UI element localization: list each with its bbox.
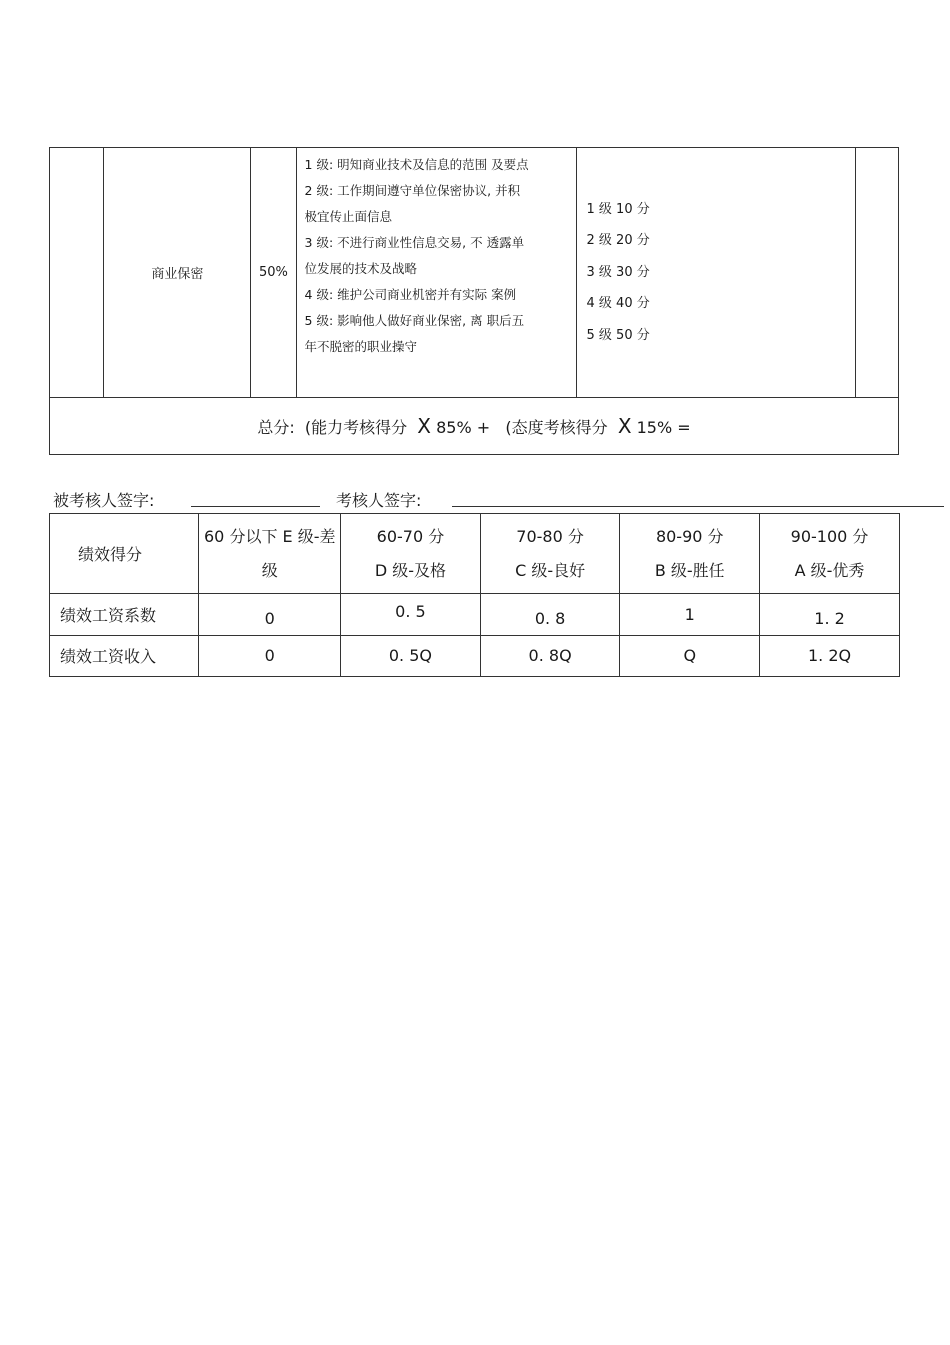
total-score-formula [50,398,899,455]
income-label: 绩效工资收入 [50,635,199,676]
desc-line: 1 级: 明知商业技术及信息的范围 及要点 [304,157,529,172]
coefficient-value: 1 [620,594,760,635]
grade-range: 70-80 分 [516,526,584,546]
assessee-signature-label: 被考核人签字: [53,491,155,510]
total-part-2: 85% + (态度考核得分 [431,418,618,437]
coefficient-row [50,594,900,635]
coefficient-value: 0. 5 [341,594,481,635]
performance-grade-table [49,513,900,677]
grade-level: B 级-胜任 [654,560,725,580]
grade-level: D 级-及格 [374,560,447,580]
score-line: 1 级 10 分 [586,201,650,217]
grade-range: 90-100 分 [790,526,869,546]
grade-level: C 级-良好 [515,560,586,580]
income-row [50,635,900,676]
desc-line: 4 级: 维护公司商业机密并有实际 案例 [304,287,517,302]
desc-line: 2 级: 工作期间遵守单位保密协议, 并积 [304,183,521,198]
coefficient-value: 1. 2 [760,594,900,635]
total-part-3: 15% = [631,418,691,437]
grade-e [199,514,341,594]
eval-row-confidentiality [50,148,899,398]
assessee-signature-line[interactable] [191,506,320,507]
evaluation-table [49,147,899,455]
eval-weight: 50% [251,148,296,398]
grade-header-row [50,514,900,594]
income-value: 1. 2Q [760,635,900,676]
eval-level-scores [576,148,855,398]
performance-score-label: 绩效得分 [50,514,199,594]
income-value: 0 [199,635,341,676]
income-value: Q [620,635,760,676]
grade-c [480,514,620,594]
eval-empty-cell-right [855,148,898,398]
assessor-signature-label: 考核人签字: [336,491,422,510]
grade-range: 60-70 分 [376,526,445,546]
multiply-mark: X [617,414,632,438]
desc-line: 极宜传止面信息 [304,209,393,224]
grade-range: 80-90 分 [655,526,724,546]
total-part-1: 总分: (能力考核得分 [257,418,418,437]
score-line: 3 级 30 分 [586,264,650,280]
score-line: 5 级 50 分 [586,327,650,343]
desc-line: 位发展的技术及战略 [304,261,418,276]
coefficient-value: 0. 8 [480,594,620,635]
desc-line: 年不脱密的职业操守 [304,339,418,354]
grade-level: A 级-优秀 [794,560,865,580]
eval-level-descriptions [296,148,576,398]
grade-level: 级 [261,560,278,580]
eval-empty-cell-left [50,148,104,398]
income-value: 0. 8Q [480,635,620,676]
grade-a [760,514,900,594]
income-value: 0. 5Q [341,635,481,676]
score-line: 2 级 20 分 [586,233,650,249]
grade-range: 60 分以下 E 级-差 [204,526,336,546]
desc-line: 5 级: 影响他人做好商业保密, 离 职后五 [304,313,525,328]
eval-total-row [50,398,899,455]
grade-b [620,514,760,594]
desc-line: 3 级: 不进行商业性信息交易, 不 透露单 [304,235,525,250]
multiply-mark: X [417,414,431,438]
assessor-signature-line[interactable] [452,506,944,507]
coefficient-label: 绩效工资系数 [50,594,199,635]
grade-d [341,514,481,594]
score-line: 4 级 40 分 [586,296,650,312]
eval-item-name: 商业保密 [104,148,251,398]
coefficient-value: 0 [199,594,341,635]
